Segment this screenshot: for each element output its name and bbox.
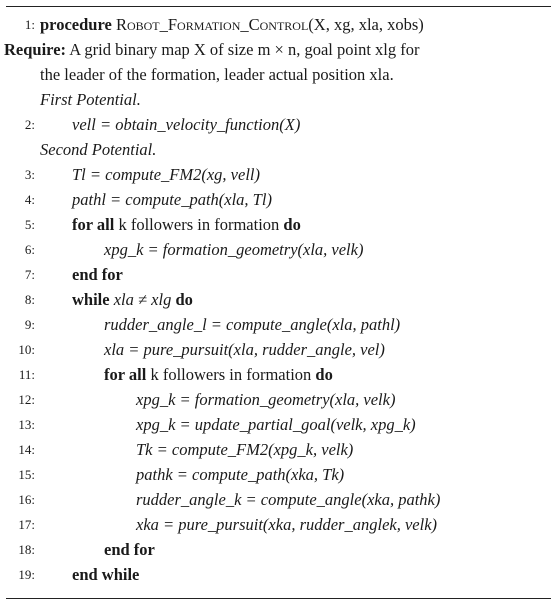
line-number: 6: (24, 242, 35, 257)
line-number: 5: (24, 217, 35, 232)
line-text: xka = pure_pursuit(xka, rudder_anglek, velk) (136, 515, 438, 534)
require-text-2: the leader of the formation, leader actual position xla. (40, 65, 394, 84)
require-block (0, 37, 557, 87)
line-number: 4: (24, 192, 35, 207)
algo-line-17 (0, 512, 557, 537)
while-keyword: while (72, 290, 110, 309)
line-number: 12: (18, 392, 35, 407)
line-text: rudder_angle_l = compute_angle(xla, pathl) (104, 315, 401, 334)
do-keyword: do (283, 215, 301, 234)
while-condition: xla ≠ xlg (113, 290, 172, 309)
for-statement (104, 362, 333, 387)
algo-line-12 (0, 387, 557, 412)
line-text: xpg_k = formation_geometry(xla, velk) (136, 390, 396, 409)
line-text: Tl = compute_FM2(xg, vell) (72, 165, 260, 184)
algo-line-3 (0, 162, 557, 187)
line-number: 7: (24, 267, 35, 282)
algo-line-6 (0, 237, 557, 262)
line-number: 11: (18, 367, 35, 382)
algo-line-10 (0, 337, 557, 362)
algo-line-19 (0, 562, 557, 587)
algo-line-5 (0, 212, 557, 237)
first-potential-label: First Potential. (40, 90, 141, 109)
procedure-header (40, 12, 424, 37)
require-text-1: A grid binary map X of size m × n, goal point xlg for (69, 40, 420, 59)
first-potential-comment (0, 87, 557, 112)
algo-line-16 (0, 487, 557, 512)
procedure-name: Robot_Formation_Control (115, 15, 309, 34)
line-number: 14: (18, 442, 35, 457)
line-number: 10: (18, 342, 35, 357)
for-all-keyword: for all (104, 365, 147, 384)
end-for-keyword: end for (104, 540, 155, 559)
line-number: 18: (18, 542, 35, 557)
for-statement (72, 212, 301, 237)
algo-line-13 (0, 412, 557, 437)
algo-line-15 (0, 462, 557, 487)
line-text: Tk = compute_FM2(xpg_k, velk) (136, 440, 354, 459)
line-number: 13: (18, 417, 35, 432)
line-text: rudder_angle_k = compute_angle(xka, pathk) (136, 490, 441, 509)
line-number: 16: (18, 492, 35, 507)
procedure-args: (X, xg, xla, xobs) (308, 15, 424, 34)
bottom-rule (6, 598, 551, 599)
line-number: 9: (24, 317, 35, 332)
line-number: 17: (18, 517, 35, 532)
line-text: xpg_k = update_partial_goal(velk, xpg_k) (136, 415, 416, 434)
algo-line-1 (0, 12, 557, 37)
algo-line-9 (0, 312, 557, 337)
line-number: 8: (24, 292, 35, 307)
line-text: vell = obtain_velocity_function(X) (72, 115, 301, 134)
while-statement (72, 287, 193, 312)
line-number: 2: (24, 117, 35, 132)
algo-line-18 (0, 537, 557, 562)
line-number: 15: (18, 467, 35, 482)
line-text: xla = pure_pursuit(xla, rudder_angle, vel) (104, 340, 385, 359)
algo-line-11 (0, 362, 557, 387)
end-while-keyword: end while (72, 565, 140, 584)
for-condition: k followers in formation (118, 215, 280, 234)
procedure-keyword: procedure (40, 15, 112, 34)
do-keyword: do (175, 290, 193, 309)
line-text: pathl = compute_path(xla, Tl) (72, 190, 272, 209)
algo-line-14 (0, 437, 557, 462)
top-rule (6, 6, 551, 7)
algo-line-4 (0, 187, 557, 212)
algo-line-2 (0, 112, 557, 137)
line-number: 3: (24, 167, 35, 182)
algo-line-8 (0, 287, 557, 312)
for-all-keyword: for all (72, 215, 115, 234)
line-number: 1: (24, 17, 35, 32)
line-number: 19: (18, 567, 35, 582)
require-label: Require: (4, 40, 67, 59)
line-text: xpg_k = formation_geometry(xla, velk) (104, 240, 364, 259)
do-keyword: do (315, 365, 333, 384)
end-for-keyword: end for (72, 265, 123, 284)
algo-line-7 (0, 262, 557, 287)
for-condition: k followers in formation (150, 365, 312, 384)
second-potential-comment (0, 137, 557, 162)
second-potential-label: Second Potential. (40, 140, 157, 159)
line-text: pathk = compute_path(xka, Tk) (136, 465, 345, 484)
